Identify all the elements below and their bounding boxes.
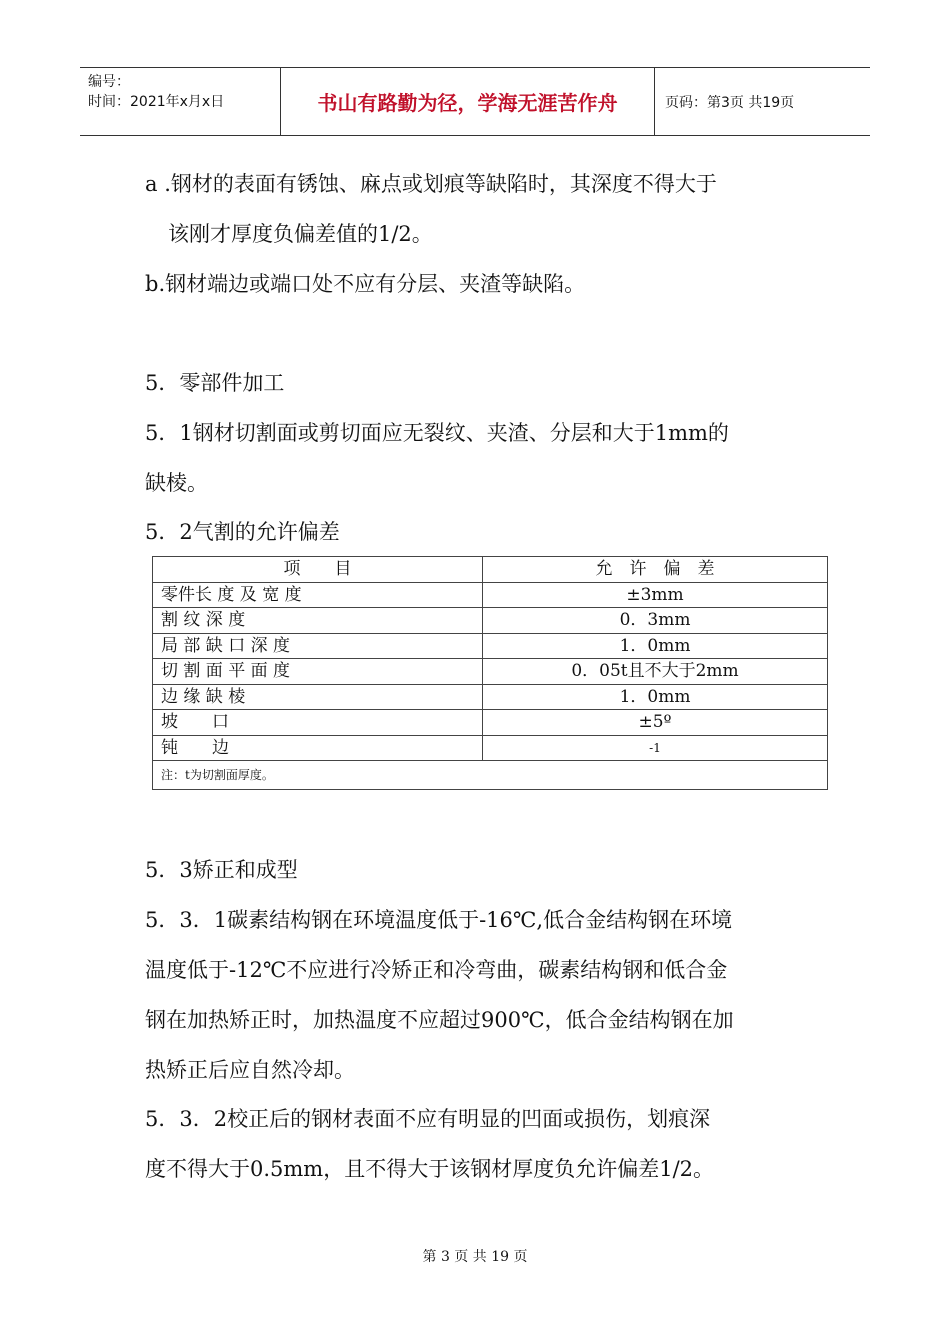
- table-cell-value: 0．05t且不大于2mm: [483, 659, 828, 685]
- table-cell-value: ±3mm: [483, 582, 828, 608]
- table-cell-item: 局 部 缺 口 深 度: [153, 633, 483, 659]
- header-page-info: 页码：第3页 共19页: [665, 94, 795, 111]
- table-row: [153, 659, 828, 685]
- number-label: 编号：: [88, 74, 130, 90]
- section-5-title: 5．零部件加工: [145, 371, 285, 395]
- section-5-3-title: 5．3矫正和成型: [145, 858, 298, 882]
- table-cell-value: 1．0mm: [483, 684, 828, 710]
- section-5-3-1-line3: 钢在加热矫正时，加热温度不应超过900℃，低合金结构钢在加: [145, 1008, 734, 1032]
- table-cell-value: ±5º: [483, 710, 828, 736]
- paragraph-a: a .钢材的表面有锈蚀、麻点或划痕等缺陷时，其深度不得大于: [145, 172, 717, 196]
- section-5-3-1-line2: 温度低于-12℃不应进行冷矫正和冷弯曲，碳素结构钢和低合金: [145, 958, 728, 982]
- page-header: [80, 67, 870, 136]
- table-row: [153, 633, 828, 659]
- table-cell-item: 零件长 度 及 宽 度: [153, 582, 483, 608]
- table-row: [153, 582, 828, 608]
- section-5-3-2-line2: 度不得大于0.5mm，且不得大于该钢材厚度负允许偏差1/2。: [145, 1157, 715, 1181]
- section-5-1: 5．1钢材切割面或剪切面应无裂纹、夹渣、分层和大于1mm的: [145, 421, 729, 445]
- paragraph-b: b.钢材端边或端口处不应有分层、夹渣等缺陷。: [145, 272, 586, 296]
- table-cell-item: 切 割 面 平 面 度: [153, 659, 483, 685]
- table-row: [153, 608, 828, 634]
- table-cell-item: 割 纹 深 度: [153, 608, 483, 634]
- table-cell-item: 边 缘 缺 棱: [153, 684, 483, 710]
- table-cell-value: 1．0mm: [483, 633, 828, 659]
- table-cell-value: 0．3mm: [483, 608, 828, 634]
- section-5-3-1-line4: 热矫正后应自然冷却。: [145, 1058, 355, 1082]
- section-5-3-1-line1: 5．3．1碳素结构钢在环境温度低于-16℃,低合金结构钢在环境: [145, 908, 733, 932]
- table-row: [153, 710, 828, 736]
- table-note: 注：t为切割面厚度。: [153, 761, 828, 790]
- table-header-row: [153, 557, 828, 583]
- table-header-tolerance: 允 许 偏 差: [483, 557, 828, 583]
- table-cell-item: 坡 口: [153, 710, 483, 736]
- table-cell-item: 钝 边: [153, 735, 483, 761]
- section-5-3-2-line1: 5．3．2校正后的钢材表面不应有明显的凹面或损伤，划痕深: [145, 1107, 711, 1131]
- table-cell-value: -1: [483, 735, 828, 761]
- section-5-2-title: 5．2气割的允许偏差: [145, 520, 340, 544]
- time-label: 时间：2021年x月x日: [88, 94, 225, 110]
- table-header-item: 项 目: [153, 557, 483, 583]
- table-row: [153, 684, 828, 710]
- header-motto: 书山有路勤为径，学海无涯苦作舟: [281, 68, 655, 135]
- section-5-1-cont: 缺棱。: [145, 471, 208, 495]
- tolerance-table: [152, 556, 828, 790]
- paragraph-a-cont: 该刚才厚度负偏差值的1/2。: [168, 222, 433, 246]
- table-row: [153, 735, 828, 761]
- table-note-row: [153, 761, 828, 790]
- header-meta: [80, 68, 281, 135]
- page-footer: 第 3 页 共 19 页: [422, 1249, 528, 1265]
